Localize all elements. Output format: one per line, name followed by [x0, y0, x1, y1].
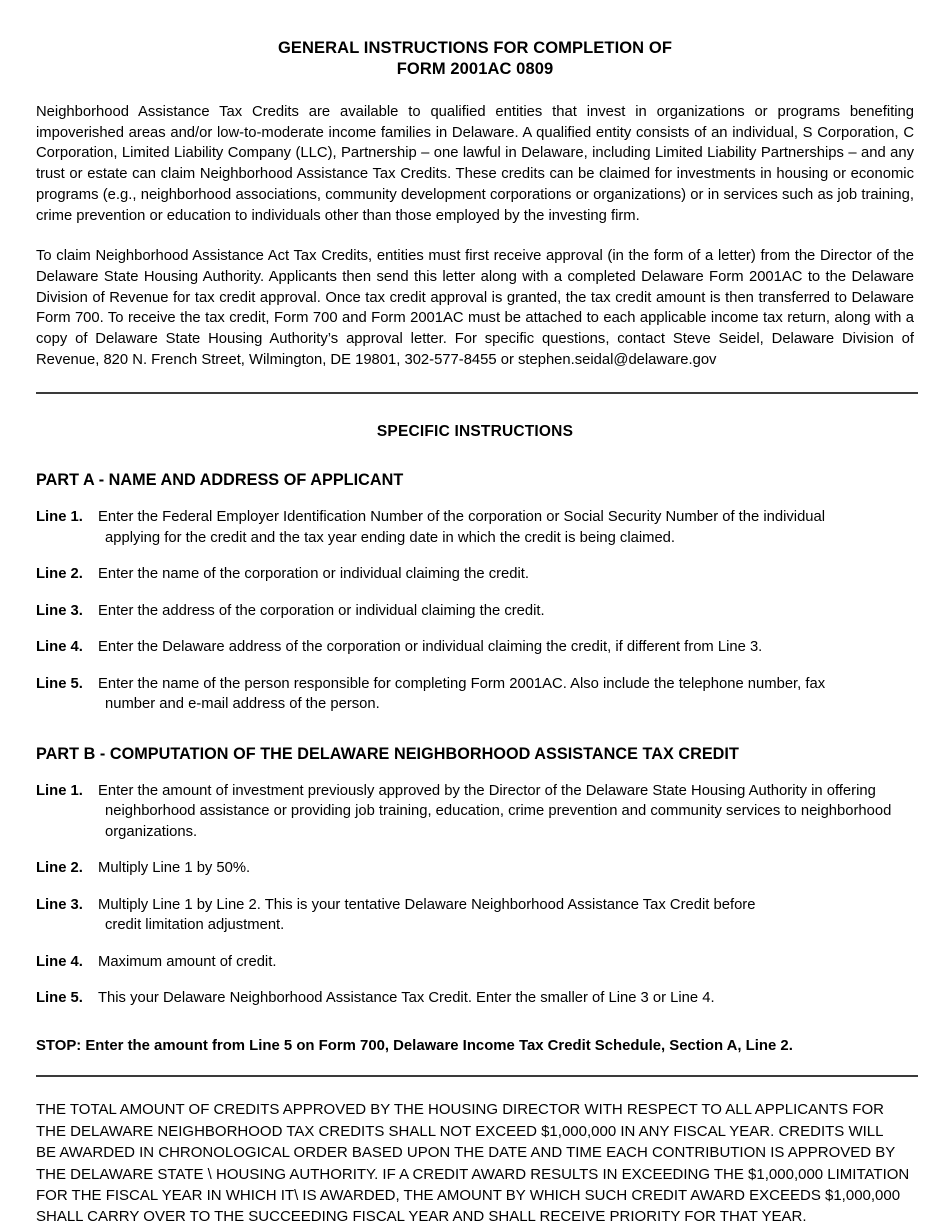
line-text	[97, 564, 914, 585]
line-text	[97, 601, 914, 622]
line-text-continuation: applying for the credit and the tax year ending date in which the credit is being claimed.	[105, 529, 676, 546]
line-label: Line 4.	[36, 953, 83, 970]
part-b-line-item-3	[36, 895, 914, 936]
footer-line: THE TOTAL AMOUNT OF CREDITS APPROVED BY THE HOUSING DIRECTOR WITH RESPECT TO ALL APPLICANTS FOR	[36, 1101, 884, 1119]
line-text-main: Maximum amount of credit.	[98, 953, 277, 970]
line-text	[97, 637, 914, 658]
part-b-line-item-2	[36, 858, 914, 879]
horizontal-rule-bottom	[36, 1075, 918, 1077]
line-text	[97, 858, 914, 879]
line-text-main: This your Delaware Neighborhood Assistance Tax Credit. Enter the smaller of Line 3 or Line 4.	[98, 990, 715, 1007]
document-title-line-1: GENERAL INSTRUCTIONS FOR COMPLETION OF	[278, 39, 672, 57]
part-a-lines	[36, 507, 914, 715]
line-label: Line 3.	[36, 896, 83, 913]
intro-paragraph-2: To claim Neighborhood Assistance Act Tax Credits, entities must first receive approval (in the form of a letter) from the Director of the Delaware State Housing Authority. Applicants then send this letter along with a completed Delaware Form 2001AC to the Delaware Division of Revenue for tax credit approval. Once tax credit approval is granted, the tax credit amount is then transferred to Delaware Form 700. To receive the tax credit, Form 700 and Form 2001AC must be attached to each applicable income tax return, along with a copy of Delaware State Housing Authority’s approval letter. For specific questions, contact Steve Seidel, Delaware Division of Revenue, 820 N. French Street, Wilmington, DE 19801, 302-577-8455 or stephen.seidal@delaware.gov	[36, 248, 914, 368]
footer-line: SHALL CARRY OVER TO THE SUCCEEDING FISCAL YEAR AND SHALL RECEIVE PRIORITY FOR THAT YEAR.	[36, 1208, 807, 1226]
line-label: Line 5.	[36, 990, 83, 1007]
part-a-line-item-4	[36, 637, 914, 658]
part-b-heading: PART B - COMPUTATION OF THE DELAWARE NEIGHBORHOOD ASSISTANCE TAX CREDIT	[36, 744, 739, 763]
footer-line: BE AWARDED IN CHRONOLOGICAL ORDER BASED UPON THE DATE AND TIME EACH CONTRIBUTION IS APPROVED BY	[36, 1144, 896, 1162]
document-title-line-2: FORM 2001AC 0809	[396, 60, 554, 78]
line-label: Line 5.	[36, 675, 83, 692]
line-text	[97, 781, 914, 843]
line-text-main: Enter the Delaware address of the corporation or individual claiming the credit, if different from Line 3.	[98, 639, 763, 656]
line-text-continuation: credit limitation adjustment.	[105, 917, 285, 934]
line-text-continuation: number and e-mail address of the person.	[105, 696, 380, 713]
line-label: Line 1.	[36, 782, 83, 799]
horizontal-rule-top	[36, 392, 918, 394]
line-label: Line 2.	[36, 860, 83, 877]
part-a-line-item-5	[36, 674, 914, 715]
line-text-main: Multiply Line 1 by 50%.	[98, 860, 251, 877]
part-a-line-item-1	[36, 507, 914, 548]
part-a-heading: PART A - NAME AND ADDRESS OF APPLICANT	[36, 471, 404, 490]
document-title	[36, 0, 914, 80]
line-text	[97, 952, 914, 973]
line-text	[97, 507, 914, 548]
part-a-line-item-3	[36, 601, 914, 622]
line-text-continuation: neighborhood assistance or providing job training, education, crime prevention and community services to neighborhood organizations.	[105, 803, 892, 840]
line-label: Line 3.	[36, 602, 83, 619]
line-label: Line 4.	[36, 639, 83, 656]
introduction-section	[36, 102, 914, 370]
line-text-main: Enter the address of the corporation or individual claiming the credit.	[98, 602, 545, 619]
specific-instructions-heading: SPECIFIC INSTRUCTIONS	[376, 423, 574, 441]
part-b-line-item-5	[36, 988, 914, 1009]
line-text	[97, 895, 914, 936]
footer-line: THE DELAWARE NEIGHBORHOOD TAX CREDITS SHALL NOT EXCEED $1,000,000 IN ANY FISCAL YEAR. CREDITS WILL	[36, 1122, 884, 1140]
line-text	[97, 674, 914, 715]
line-text-main: Enter the name of the corporation or individual claiming the credit.	[98, 566, 529, 583]
part-b-line-item-1	[36, 781, 914, 843]
line-text	[97, 988, 914, 1009]
footer-limitation-notice	[36, 1099, 914, 1227]
stop-note: STOP: Enter the amount from Line 5 on Form 700, Delaware Income Tax Credit Schedule, Section A, Line 2.	[36, 1037, 793, 1054]
part-a-line-item-2	[36, 564, 914, 585]
part-b-line-item-4	[36, 952, 914, 973]
line-text-main: Enter the Federal Employer Identification Number of the corporation or Social Security Number of the individual	[98, 509, 826, 526]
line-text-main: Enter the name of the person responsible for completing Form 2001AC. Also include the telephone number, fax	[98, 675, 826, 692]
part-b-lines	[36, 781, 914, 1009]
footer-line: FOR THE FISCAL YEAR IN WHICH IT\ IS AWARDED, THE AMOUNT BY WHICH SUCH CREDIT AWARD EXCEEDS $1,000,000	[36, 1187, 901, 1205]
footer-line: THE DELAWARE STATE \ HOUSING AUTHORITY. IF A CREDIT AWARD RESULTS IN EXCEEDING THE $1,000,000 LIMITATION	[36, 1165, 910, 1183]
intro-paragraph-1: Neighborhood Assistance Tax Credits are available to qualified entities that invest in organizations or programs benefiting impoverished areas and/or low-to-moderate income families in Delaware. A qualified entity consists of an individual, S Corporation, C Corporation, Limited Liability Company (LLC), Partnership – one lawful in Delaware, including Limited Liability Partnerships – and any trust or estate can claim Neighborhood Assistance Tax Credits. These credits can be claimed for investments in housing or economic programs (e.g., neighborhood associations, community development corporations or organizations) or in services such as job training, crime prevention or education to individuals other than those employed by the investing firm.	[36, 104, 914, 224]
line-text-main: Enter the amount of investment previously approved by the Director of the Delaware State Housing Authority in offering	[98, 782, 876, 799]
line-label: Line 2.	[36, 566, 83, 583]
line-label: Line 1.	[36, 509, 83, 526]
line-text-main: Multiply Line 1 by Line 2. This is your tentative Delaware Neighborhood Assistance Tax Credit before	[98, 896, 756, 913]
